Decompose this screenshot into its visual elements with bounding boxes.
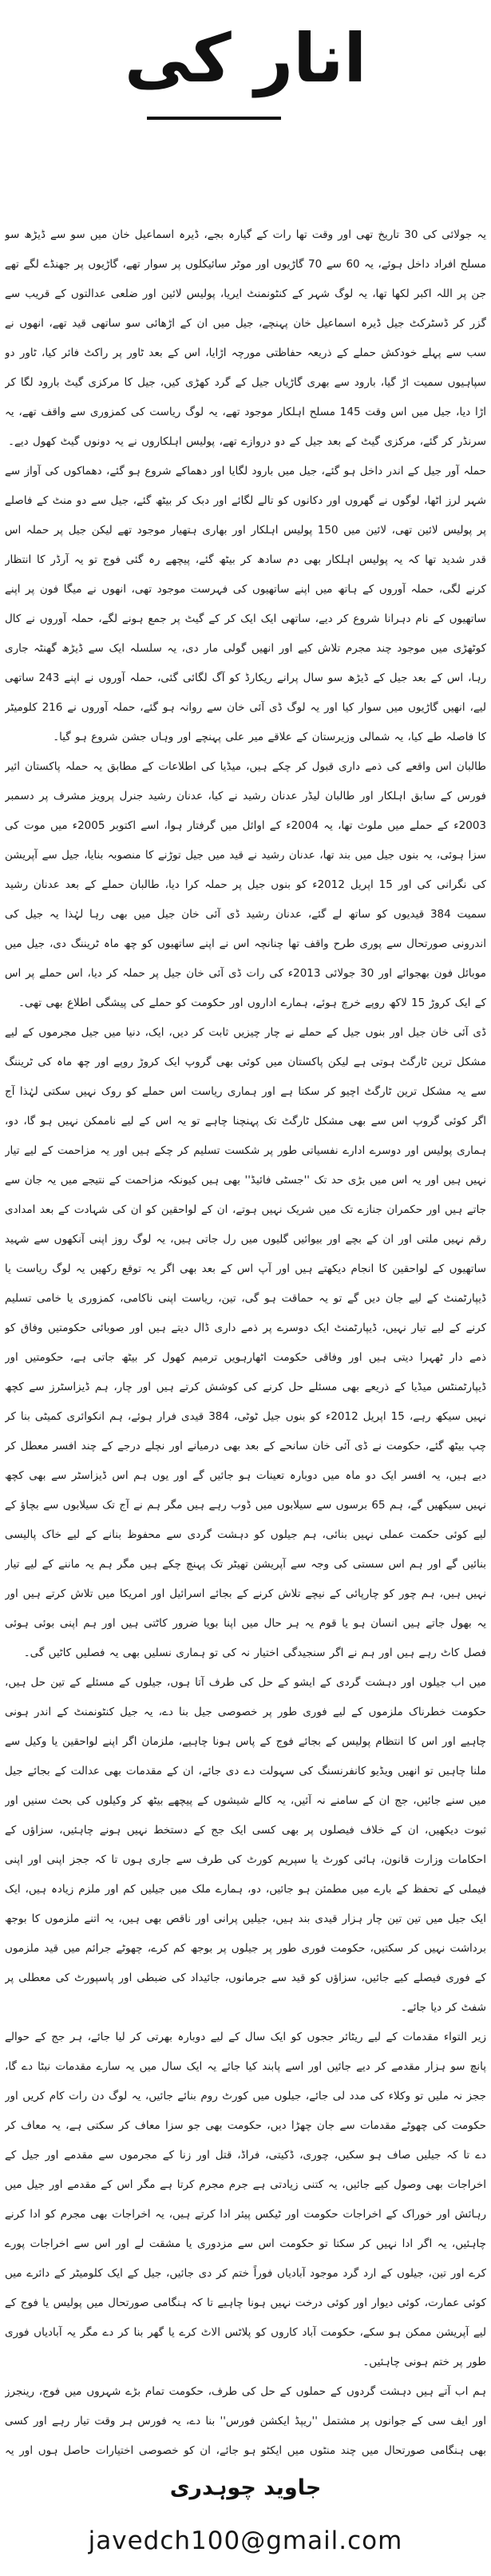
article-paragraph-2: حملہ آور جیل کے اندر داخل ہو گئے، جیل میں بارود لگایا اور دھماکے شروع ہو گئے، دھماکوں کی آواز سے شہر لرز اٹھا، لوگوں نے گھروں اور دکانوں کو تالے لگائے اور دبک کر بیٹھ گئے، جیل سے دو منٹ کے فاصلے پر پولیس لائین تھی، لائین میں 150 پولیس اہلکار اور بھاری ہتھیار موجود تھے لیکن جیل پر حملہ اس قدر شدید تھا کہ یہ پولیس اہلکار بھی دم سادھ کر بیٹھ گئے، پیچھے رہ گئی فوج تو یہ آرڈر کا انتظار کرنے لگی، حملہ آوروں کے ہاتھ میں اپنے ساتھیوں کی فہرست موجود تھی، انھوں نے میگا فون پر اپنے ساتھیوں کے نام دہرانا شروع کر دیے، ساتھی ایک ایک کر کے گیٹ پر جمع ہونے لگے، حملہ آوروں نے کال کوٹھڑی میں موجود چند مجرم تلاش کیے اور انھیں گولی مار دی، یہ سلسلہ ایک سے ڈیڑھ گھنٹہ جاری رہا، اس کے بعد جیل کے ڈیڑھ سو سال پرانے ریکارڈ کو آگ لگائی گئی، حملہ آوروں نے اپنے 243 ساتھی لیے، انھیں گاڑیوں میں سوار کیا اور یہ لوگ ڈی آئی خان سے روانہ ہو گئے، حملہ آوروں نے 216 کلومیٹر کا فاصلہ طے کیا، یہ شمالی وزیرستان کے علاقے میر علی پہنچے اور وہاں جشن شروع ہو گیا۔ bbox=[5, 465, 486, 743]
masthead bbox=[0, 8, 491, 120]
article-paragraph-3: طالبان اس واقعے کی ذمے داری قبول کر چکے ہیں، میڈیا کی اطلاعات کے مطابق یہ حملہ پاکستان ائیر فورس کے سابق اہلکار اور طالبان لیڈر عدنان رشید نے کیا، عدنان رشید جنرل پرویز مشرف پر دسمبر 2003ء کے حملے میں ملوث تھا، یہ 2004ء کے اوائل میں گرفتار ہوا، اسے اکتوبر 2005ء میں موت کی سزا ہوئی، یہ بنوں جیل میں بند تھا، عدنان رشید نے قید میں جیل توڑنے کا منصوبہ بنایا، جیل سے آپریشن کی نگرانی کی اور 15 اپریل 2012ء کو بنوں جیل پر حملہ کرا دیا، طالبان حملے کے بعد عدنان رشید سمیت 384 قیدیوں کو ساتھ لے گئے، عدنان رشید ڈی آئی خان جیل میں بھی رہا لہٰذا یہ جیل کی اندرونی صورتحال سے پوری طرح واقف تھا چنانچہ اس نے اپنے ساتھیوں کو چھ ماہ ٹریننگ دی، جیل میں موبائل فون بھجوائے اور 30 جولائی 2013ء کی رات ڈی آئی خان جیل پر حملہ کر دیا، اس حملے پر اس کے ایک کروڑ 15 لاکھ روپے خرچ ہوئے، ہمارے اداروں اور حکومت کو حملے کی پیشگی اطلاع بھی تھی۔ bbox=[5, 760, 486, 1009]
article-paragraph-6: زیر التواء مقدمات کے لیے ریٹائر ججوں کو ایک سال کے لیے دوبارہ بھرتی کر لیا جائے، ہر جج کے حوالے پانچ سو ہزار مقدمے کر دیے جائیں اور اسے پابند کیا جائے یہ ایک سال میں یہ سارے مقدمات نبٹا دے گا، ججز نہ ملیں تو وکلاء کی مدد لی جائے، جیلوں میں کورٹ روم بنائے جائیں، یہ لوگ دن رات کام کریں اور حکومت کی چھوٹے مقدمات سے جان چھڑا دیں، حکومت بھی جو سزا معاف کر سکتی ہے، یہ معاف کر دے تا کہ جیلیں صاف ہو سکیں، چوری، ڈکیتی، فراڈ، قتل اور زنا کے مجرموں سے مقدمے اور جیل کے اخراجات بھی وصول کیے جائیں، یہ کتنی زیادتی ہے جرم مجرم کرتا ہے مگر اس کے مقدمے اور جیل میں رہائش اور خوراک کے اخراجات حکومت اور ٹیکس پیئر ادا کرتے ہیں، یہ اخراجات بھی مجرم کو ادا کرنے چاہئیں، یہ اگر ادا نہیں کر سکتا تو حکومت اس سے مزدوری یا مشقت لے اور اس سے اخراجات پورے کرے اور تین، جیلوں کے ارد گرد موجود آبادیاں فوراً ختم کر دی جائیں، جیل کے ایک کلومیٹر کے دائرے میں کوئی عمارت، کوئی دیوار اور کوئی درخت نہیں ہونا چاہیے تا کہ ہنگامی صورتحال میں پولیس یا فوج کے لیے آپریشن ممکن ہو سکے، حکومت آباد کاروں کو پلاٹس الاٹ کرے یا گھر بنا کر دے مگر یہ آبادیاں فوری طور پر ختم ہونی چاہئیں۔ bbox=[5, 2031, 486, 2368]
author-email: javedch100@gmail.com bbox=[88, 2526, 403, 2555]
article-paragraph-7: ہم اب آتے ہیں دہشت گردوں کے حملوں کے حل کی طرف، حکومت تمام بڑے شہروں میں فوج، رینجرز اور ایف سی کے جوانوں پر مشتمل ''ریپڈ ایکشن فورس'' بنا دے، یہ فورس ہر وقت تیار رہے اور کسی بھی ہنگامی صورتحال میں چند منٹوں میں ایکٹو ہو جائے، ان کو خصوصی اختیارات حاصل ہوں اور یہ bbox=[5, 2385, 486, 2457]
author-name: جاوید چوہدری bbox=[169, 2475, 322, 2500]
article-title: انار کی bbox=[124, 19, 367, 97]
article-paragraph-4: ڈی آئی خان جیل اور بنوں جیل کے حملے نے چار چیزیں ثابت کر دیں، ایک، دنیا میں جیل مجرموں کے لیے مشکل ترین ٹارگٹ ہوتی ہے لیکن پاکستان میں کوئی بھی گروپ ایک کروڑ روپے اور چھ ماہ کی ٹریننگ سے یہ مشکل ترین ٹارگٹ اچیو کر سکتا ہے اور ہماری ریاست اس حملے کو روک نہیں سکتی لہٰذا آج اگر کوئی گروپ اس سے بھی مشکل ٹارگٹ تک پہنچنا چاہے تو یہ اس کے لیے ناممکن نہیں ہو گا، دو، ہماری پولیس اور دوسرے ادارے نفسیاتی طور پر شکست تسلیم کر چکے ہیں اور یہ مزاحمت کے لیے تیار نہیں ہیں اور یہ اس میں بڑی حد تک ''جسٹی فائیڈ'' بھی ہیں کیونکہ مزاحمت کے نتیجے میں یہ جان سے جاتے ہیں اور حکمران جنازے تک میں شریک نہیں ہوتے، ان کے لواحقین کو ان کی شہادت کے بعد امدادی رقم نہیں ملتی اور ان کے بچے اور بیوائیں گلیوں میں رل جاتی ہیں، یہ لوگ روز اپنی آنکھوں سے شہید ساتھیوں کے لواحقین کا انجام دیکھتے ہیں اور آپ اس کے بعد بھی اگر یہ توقع رکھیں یہ لوگ ریاست یا ڈیپارٹمنٹ کے لیے جان دیں گے تو یہ حماقت ہو گی، تین، ریاست اپنی ناکامی، کمزوری یا خامی تسلیم کرنے کے لیے تیار نہیں، ڈیپارٹمنٹ ایک دوسرے پر ذمے داری ڈال دیتے ہیں اور صوبائی حکومتیں وفاق کو ذمے دار ٹھہرا دیتی ہیں اور وفاقی حکومت اٹھارہویں ترمیم کھول کر بیٹھ جاتی ہے، حکومتیں اور ڈیپارٹمنٹس میڈیا کے ذریعے بھی مسئلے حل کرنے کی کوشش کرتے ہیں اور چار، ہم ڈیزاسٹرز سے کچھ نہیں سیکھ رہے، 15 اپریل 2012ء کو بنوں جیل ٹوٹی، 384 قیدی فرار ہوئے، ہم انکوائری کمیٹی بنا کر چپ بیٹھ گئے، حکومت نے ڈی آئی خان سانحے کے بعد بھی درمیانے اور نچلے درجے کے چند افسر معطل کر دیے ہیں، یہ افسر ایک دو ماہ میں دوبارہ تعینات ہو جائیں گے اور یوں ہم اس ڈیزاسٹر سے بھی کچھ نہیں سیکھیں گے، ہم 65 برسوں سے سیلابوں میں ڈوب رہے ہیں مگر ہم نے آج تک سیلابوں سے بچاؤ کے لیے کوئی حکمت عملی نہیں بنائی، ہم جیلوں کو دہشت گردی سے محفوظ بنانے کے لیے خاک پالیسی بنائیں گے اور ہم اس سستی کی وجہ سے آپریشن تھیٹر تک پہنچ چکے ہیں مگر ہم یہ ماننے کے لیے تیار نہیں ہیں، ہم چور کو چارپائی کے نیچے تلاش کرنے کے بجائے اسرائیل اور امریکا میں تلاش کرتے ہیں اور یہ بھول جاتے ہیں انسان ہو یا قوم یہ ہر حال میں اپنا بویا ضرور کاٹتی ہیں اور ہم اپنی بوئی ہوئی فصل کاٹ رہے ہیں اور ہم نے اگر سنجیدگی اختیار نہ کی تو ہماری نسلیں بھی یہ فصلیں کاٹیں گی۔ bbox=[5, 1026, 486, 1659]
article-paragraph-1: یہ جولائی کی 30 تاریخ تھی اور وقت تھا رات کے گیارہ بجے، ڈیرہ اسماعیل خان میں سو سے ڈیڑھ سو مسلح افراد داخل ہوئے، یہ 60 سے 70 گاڑیوں اور موٹر سائیکلوں پر سوار تھے، گاڑیوں پر جھنڈے لگے تھے جن پر اللہ اکبر لکھا تھا، یہ لوگ شہر کے کنٹونمنٹ ایریا، پولیس لائین اور ضلعی عدالتوں کے قریب سے گزر کر ڈسٹرکٹ جیل ڈیرہ اسماعیل خان پہنچے، جیل میں ان کے اڑھائی سو ساتھی قید تھے، انھوں نے سب سے پہلے خودکش حملے کے ذریعہ حفاظتی مورچہ اڑایا، اس کے بعد ٹاور پر راکٹ فائر کیا، ٹاور دو سپاہیوں سمیت اڑ گیا، بارود سے بھری گاڑیاں جیل کے گرد کھڑی کیں، جیل کا مرکزی گیٹ بارود لگا کر اڑا دیا، جیل میں اس وقت 145 مسلح اہلکار موجود تھے، یہ لوگ ریاست کی کمزوری سے واقف تھے، یہ سرنڈر کر گئے، مرکزی گیٹ کے بعد جیل کے دو دروازے تھے، پولیس اہلکاروں نے یہ دونوں گیٹ کھول دیے۔ bbox=[5, 228, 486, 448]
title-underline bbox=[147, 117, 281, 120]
article-body bbox=[5, 220, 486, 2466]
article-paragraph-5: میں اب جیلوں اور دہشت گردی کے ایشو کے حل کی طرف آتا ہوں، جیلوں کے مسئلے کے تین حل ہیں، حکومت خطرناک ملزموں کے لیے فوری طور پر خصوصی جیل بنا دے، یہ جیل کنٹونمنٹ کے اندر ہونی چاہیے اور اس کا انتظام پولیس کے بجائے فوج کے پاس ہونا چاہیے، ملزمان اگر اپنے لواحقین یا وکیل سے ملنا چاہیں تو انھیں ویڈیو کانفرنسنگ کی سہولت دے دی جائے، ان کے مقدمات بھی عدالت کے بجائے جیل میں سنے جائیں، جج ان کے سامنے نہ آئیں، یہ کالے شیشوں کے پیچھے بیٹھ کر وکیلوں کی بحث سنیں اور ثبوت دیکھیں، ان کے خلاف فیصلوں پر بھی کسی ایک جج کے دستخط نہیں ہونے چاہئیں، سزاؤں کے احکامات وزارت قانون، ہائی کورٹ یا سپریم کورٹ کی طرف سے جاری ہوں تا کہ ججز اپنی اور اپنی فیملی کے تحفظ کے بارے میں مطمئن ہو جائیں، دو، ہمارے ملک میں جیلیں کم اور ملزم زیادہ ہیں، ایک ایک جیل میں تین تین چار ہزار قیدی بند ہیں، جیلیں پرانی اور ناقص بھی ہیں، یہ اتنے ملزموں کا بوجھ برداشت نہیں کر سکتیں، حکومت فوری طور پر جیلوں پر بوجھ کم کرے، چھوٹے جرائم میں قید ملزموں کے فوری فیصلے کیے جائیں، سزاؤں کو قید سے جرمانوں، جائیداد کی ضبطی اور پاسپورٹ کی معطلی پر شفٹ کر دیا جائے۔ bbox=[5, 1676, 486, 2014]
